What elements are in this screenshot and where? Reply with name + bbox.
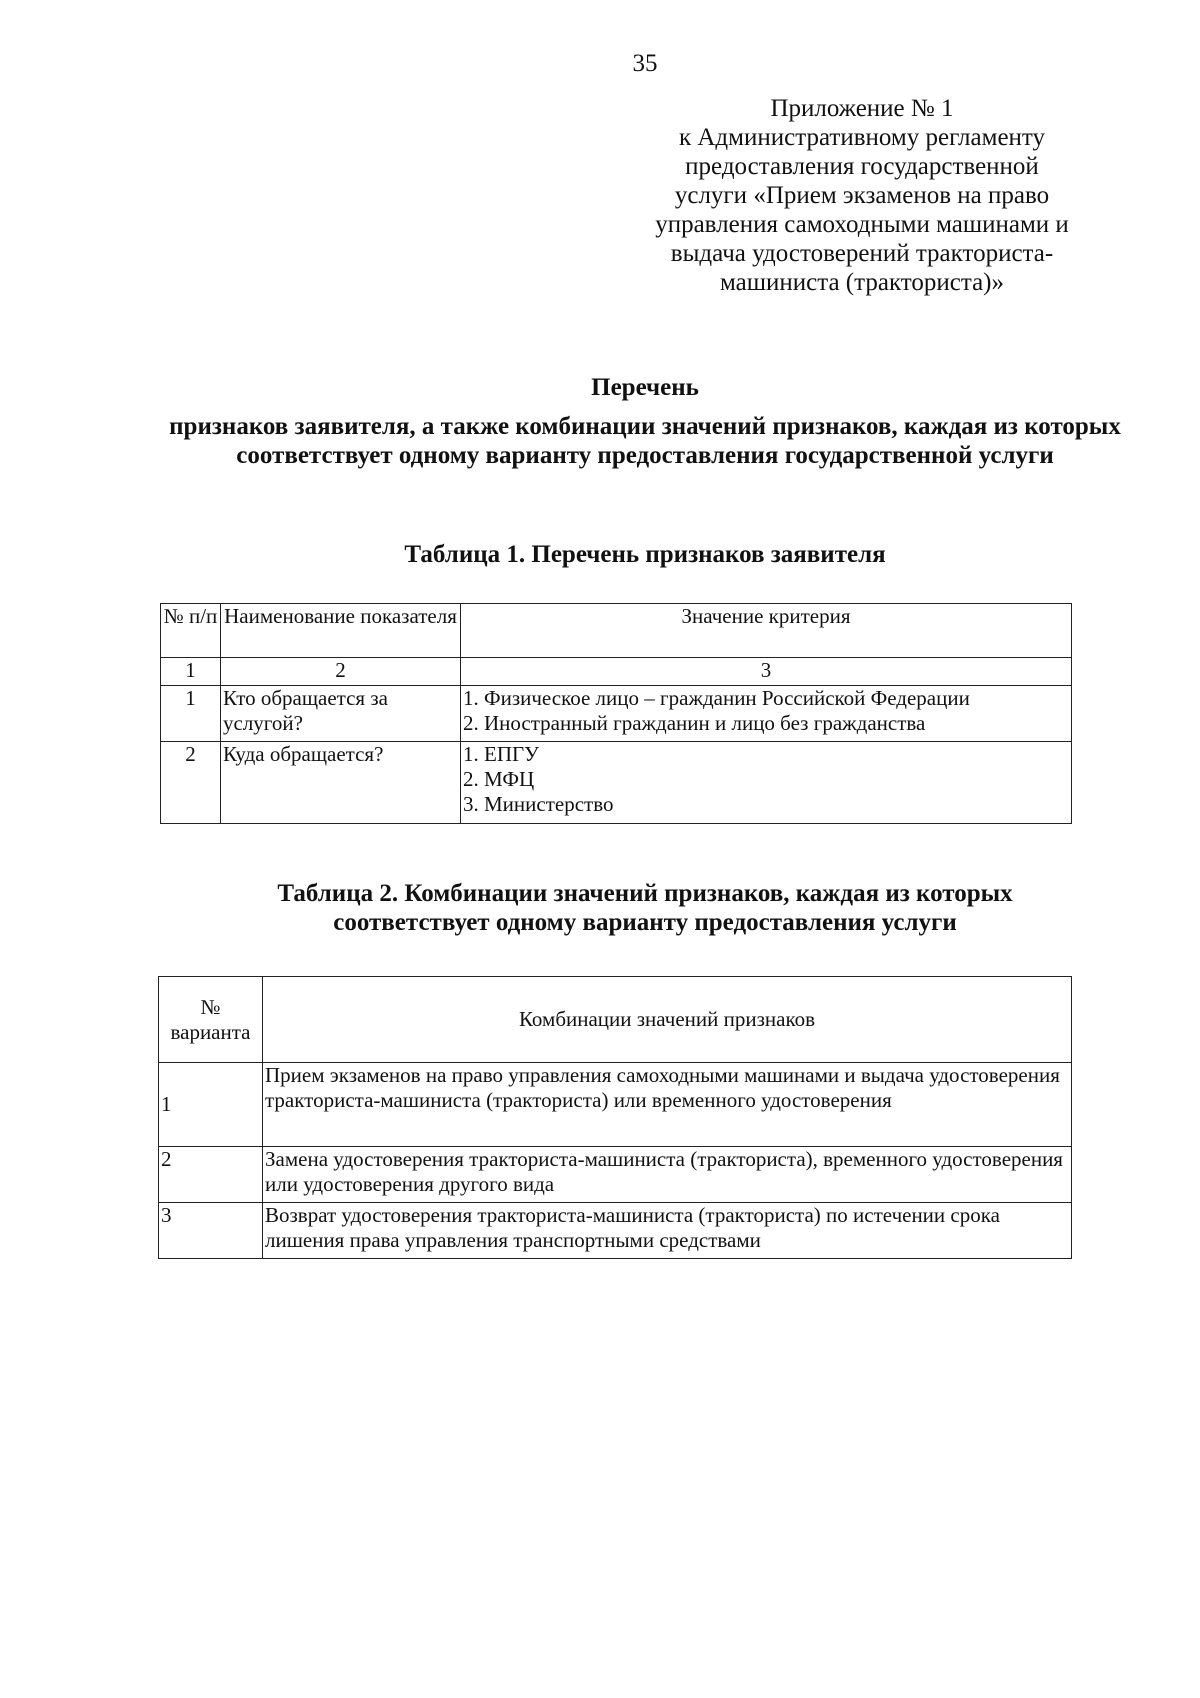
table1-header-num: № п/п [161,604,221,658]
document-title: Перечень [591,374,699,401]
table-attributes [160,603,1072,824]
table1-row-name: Куда обращается? [221,742,461,824]
table2-row-num: 2 [159,1147,263,1203]
table-combinations [158,976,1072,1259]
table2-row-num: 3 [159,1203,263,1259]
appendix-line: предоставления государственной [685,153,1039,180]
table2-caption: Таблица 2. Комбинации значений признаков, каждая из которых соответствует одному варианту предоставления услуги [277,880,1013,936]
table2-header-combinations: Комбинации значений признаков [263,977,1072,1063]
table1-colnum: 2 [221,658,461,686]
appendix-line: услуги «Прием экзаменов на право [674,182,1050,209]
table-row [161,686,1072,742]
table2-row-text: Замена удостоверения тракториста-машиниста (тракториста), временного удостоверения или удостоверения другого вида [263,1147,1072,1203]
appendix-line: Приложение № 1 [770,95,954,122]
table2-row-num: 1 [159,1063,263,1147]
table2-header-num: № варианта [159,977,263,1063]
table1-caption: Таблица 1. Перечень признаков заявителя [404,541,886,568]
table1-value-item: 1. ЕПГУ [463,742,540,766]
table1-header-name: Наименование показателя [221,604,461,658]
table1-row-values [461,686,1072,742]
table-row [159,1203,1072,1259]
table-row [159,1147,1072,1203]
table-row [161,742,1072,824]
appendix-line: к Административному регламенту [678,124,1046,151]
table1-value-item: 2. МФЦ [463,767,535,791]
appendix-line: машиниста (тракториста)» [720,269,1004,296]
table-row [159,1063,1072,1147]
table1-value-item: 2. Иностранный гражданин и лицо без гражданства [463,711,926,735]
appendix-line: управления самоходными машинами и [655,211,1069,238]
table1-value-item: 1. Физическое лицо – гражданин Российской Федерации [463,686,970,710]
document-subtitle: признаков заявителя, а также комбинации значений признаков, каждая из которых соответствует одному варианту предоставления государственной услуги [169,413,1121,469]
appendix-line: выдача удостоверений тракториста- [670,240,1054,267]
table1-row-num: 1 [161,686,221,742]
table1-header-value: Значение критерия [461,604,1072,658]
appendix-note [612,94,1112,297]
table1-row-values [461,742,1072,824]
table1-colnum: 1 [161,658,221,686]
table2-row-text: Прием экзаменов на право управления самоходными машинами и выдача удостоверения тракториста-машиниста (тракториста) или временного удостоверения [263,1063,1072,1147]
table1-value-item: 3. Министерство [463,792,614,816]
page-number: 35 [632,50,658,77]
table1-row-name: Кто обращается за услугой? [221,686,461,742]
table1-colnum: 3 [461,658,1072,686]
table2-row-text: Возврат удостоверения тракториста-машиниста (тракториста) по истечении срока лишения права управления транспортными средствами [263,1203,1072,1259]
table1-row-num: 2 [161,742,221,824]
